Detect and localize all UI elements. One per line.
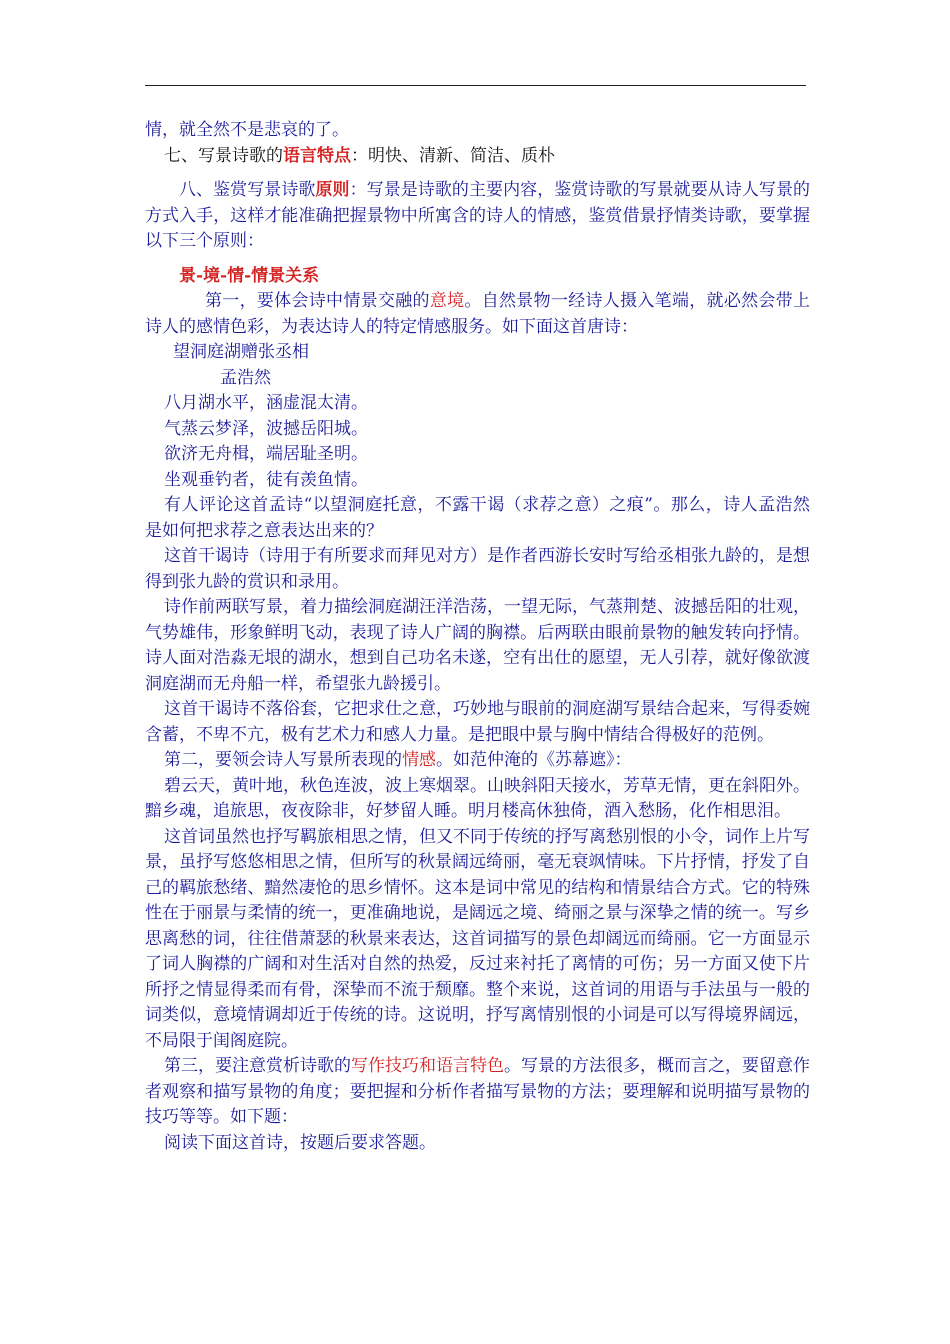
principle-two: 第二，要领会诗人写景所表现的情感。如范仲淹的《苏幕遮》： (164, 750, 632, 770)
exercise-instruction: 阅读下面这首诗，按题后要求答题。 (164, 1132, 436, 1153)
paragraph-continuation: 情，就全然不是悲哀的了。 (145, 120, 349, 140)
commentary-question: 有人评论这首孟诗“以望洞庭托意，不露干谒（求荐之意）之痕”。那么，诗人孟浩然是如何把求荐之意表达出来的？ (145, 495, 810, 541)
poem-title: 望洞庭湖赠张丞相 (173, 342, 309, 362)
poem-line: 坐观垂钓者，徒有羡鱼情。 (164, 469, 368, 490)
term-emotion: 情感 (402, 750, 436, 770)
principle-three: 第三，要注意赏析诗歌的写作技巧和语言特色。写景的方法很多，概而言之，要留意作者观察和描写景物的角度；要把握和分析作者描写景物的方法；要理解和说明描写景物的技巧等等。如下题： (145, 1056, 810, 1127)
commentary-analysis: 诗作前两联写景，着力描绘洞庭湖汪洋浩荡，一望无际，气蒸荆楚、波撼岳阳的壮观，气势雄伟，形象鲜明飞动，表现了诗人广阔的胸襟。后两联由眼前景物的触发转向抒情。诗人面对浩淼无垠的湖水，想到自己功名未遂，空有出仕的愿望，无人引荐，就好像欲渡洞庭湖而无舟船一样，希望张九龄援引。 (145, 597, 810, 694)
section-heading: 景-境-情-情景关系 (179, 265, 320, 286)
document-body (145, 118, 810, 1156)
header-rule (145, 85, 806, 86)
poem-line: 欲济无舟楫，端居耻圣明。 (164, 444, 368, 464)
poem-author: 孟浩然 (220, 367, 271, 388)
section-eight: 八、鉴赏写景诗歌原则：写景是诗歌的主要内容，鉴赏诗歌的写景就要从诗人写景的方式入手，这样才能准确把握景物中所寓含的诗人的情感，鉴赏借景抒情类诗歌，要掌握以下三个原则： (145, 180, 811, 251)
term-principle: 原则 (315, 180, 350, 200)
ci-poem-text: 碧云天，黄叶地，秋色连波，波上寒烟翠。山映斜阳天接水，芳草无情，更在斜阳外。黯乡魂，追旅思，夜夜除非，好梦留人睡。明月楼高休独倚，酒入愁肠，化作相思泪。 (145, 775, 810, 821)
term-artistic-conception: 意境 (429, 291, 465, 311)
ci-poem-analysis: 这首词虽然也抒写羁旅相思之情，但又不同于传统的抒写离愁别恨的小令，词作上片写景，虽抒写悠悠相思之情，但所写的秋景阔远绮丽，毫无衰飒情味。下片抒情，抒发了自己的羁旅愁绪、黯然凄怆的思乡情怀。这本是词中常见的结构和情景结合方式。它的特殊性在于丽景与柔情的统一，更准确地说，是阔远之境、绮丽之景与深挚之情的统一。写乡思离愁的词，往往借萧瑟的秋景来表达，这首词描写的景色却阔远而绮丽。它一方面显示了词人胸襟的广阔和对生活对自然的热爱，反过来衬托了离情的可伤；另一方面又使下片所抒之情显得柔而有骨，深挚而不流于颓靡。整个来说，这首词的用语与手法虽与一般的词类似，意境情调却近于传统的诗。这说明，抒写离情别恨的小词是可以写得境界阔远，不局限于闺阁庭院。 (145, 826, 810, 1051)
principle-one: 第一，要体会诗中情景交融的意境。自然景物一经诗人摄入笔端，就必然会带上诗人的感情色彩，为表达诗人的特定情感服务。如下面这首唐诗： (145, 291, 811, 337)
term-writing-technique: 写作技巧和语言特色 (351, 1056, 504, 1076)
commentary-conclusion: 这首干谒诗不落俗套，它把求仕之意，巧妙地与眼前的洞庭湖写景结合起来，写得委婉含蓄，不卑不亢，极有艺术力和感人力量。是把眼中景与胸中情结合得极好的范例。 (145, 699, 810, 745)
section-seven: 七、写景诗歌的语言特点：明快、清新、简洁、质朴 (164, 145, 555, 166)
commentary-background: 这首干谒诗（诗用于有所要求而拜见对方）是作者西游长安时写给丞相张九龄的，是想得到张九龄的赏识和录用。 (145, 546, 810, 592)
poem-line: 气蒸云梦泽，波撼岳阳城。 (164, 418, 368, 439)
term-language-features: 语言特点 (283, 145, 351, 166)
poem-line: 八月湖水平，涵虚混太清。 (164, 393, 368, 413)
